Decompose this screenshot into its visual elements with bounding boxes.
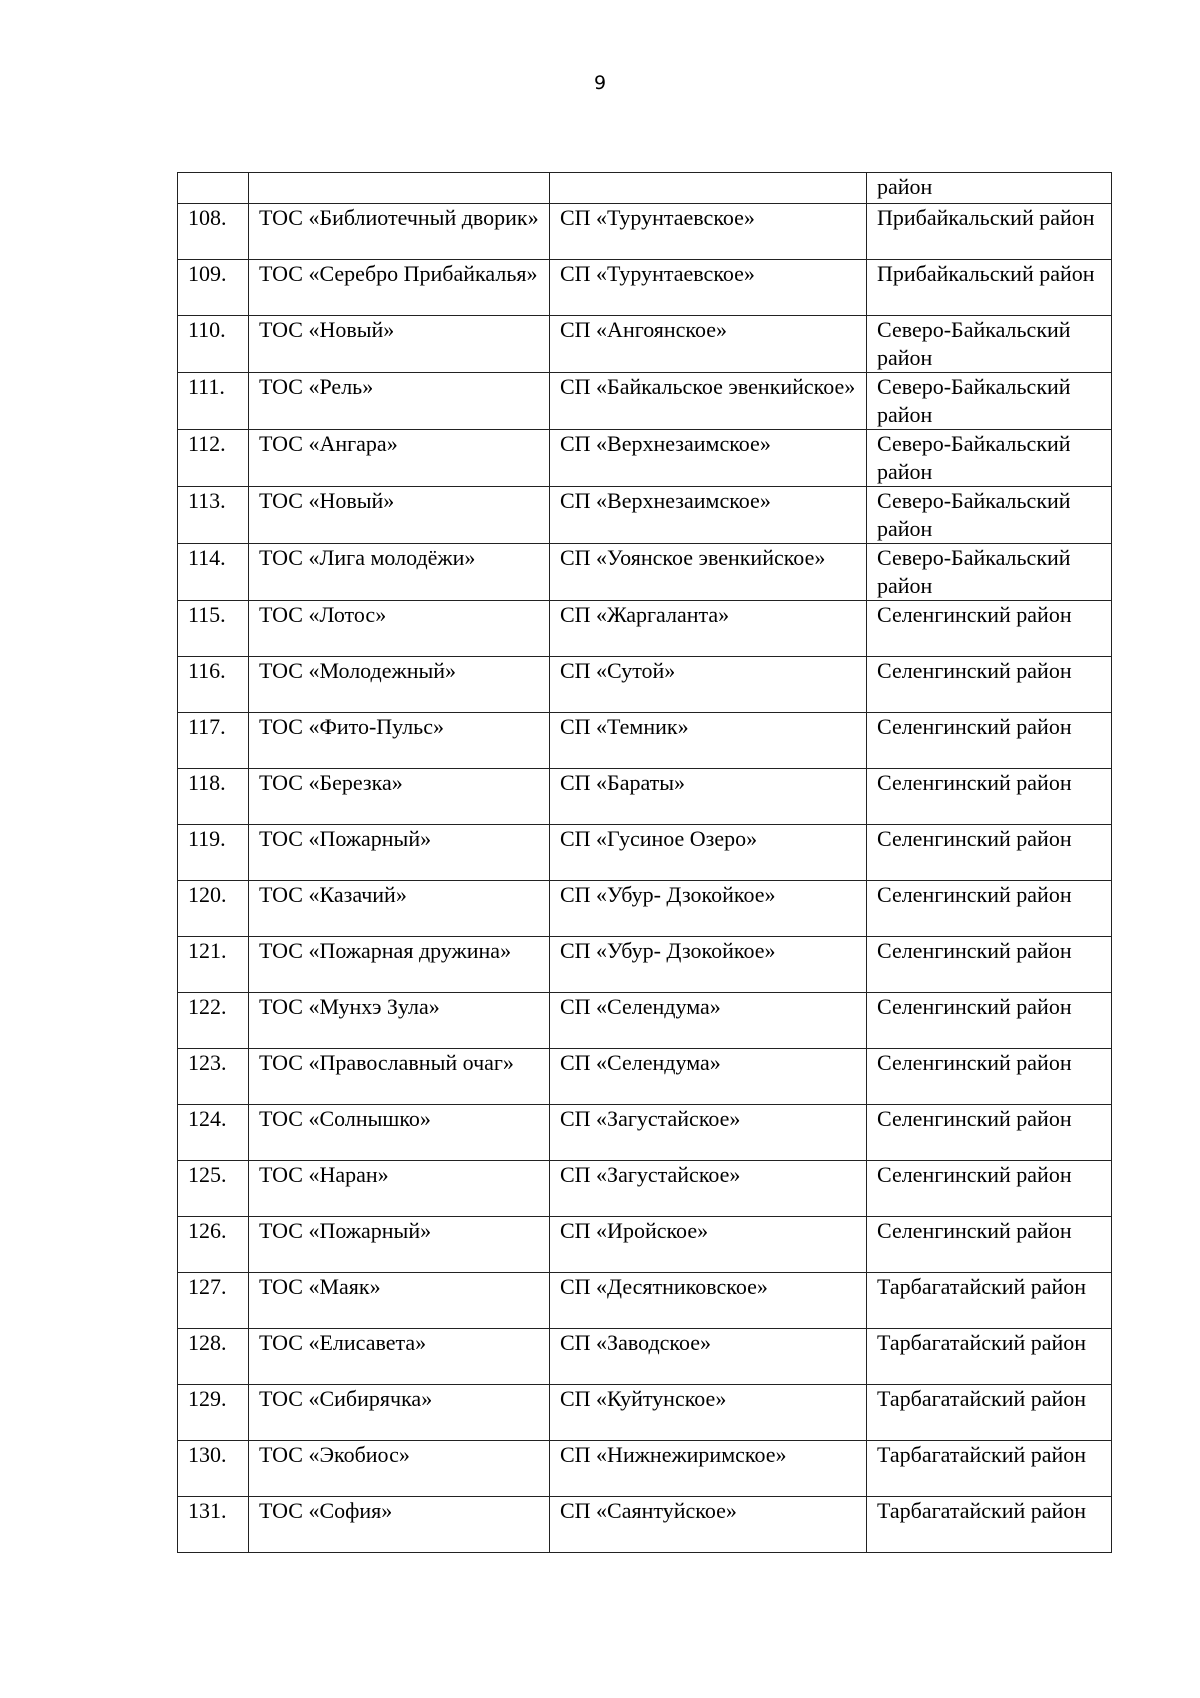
table-row: [178, 1441, 1112, 1497]
cell-tos-name: ТОС «Новый»: [249, 487, 550, 544]
table-row: [178, 1105, 1112, 1161]
cell-tos-name: ТОС «Солнышко»: [249, 1105, 550, 1161]
cell-settlement: СП «Загустайское»: [550, 1105, 867, 1161]
cell-number: 131.: [178, 1497, 249, 1553]
cell-tos-name: ТОС «Пожарный»: [249, 1217, 550, 1273]
cell-settlement: СП «Саянтуйское»: [550, 1497, 867, 1553]
cell-number: 130.: [178, 1441, 249, 1497]
cell-tos-name: ТОС «Серебро Прибайкалья»: [249, 260, 550, 316]
cell-settlement: СП «Десятниковское»: [550, 1273, 867, 1329]
table-row: [178, 1049, 1112, 1105]
cell-tos-name: [249, 173, 550, 204]
table-row: [178, 601, 1112, 657]
cell-district: Северо-Байкальский район: [867, 430, 1112, 487]
cell-tos-name: ТОС «Фито-Пульс»: [249, 713, 550, 769]
cell-settlement: СП «Куйтунское»: [550, 1385, 867, 1441]
cell-settlement: СП «Бараты»: [550, 769, 867, 825]
cell-district: Селенгинский район: [867, 1161, 1112, 1217]
cell-tos-name: ТОС «Новый»: [249, 316, 550, 373]
cell-number: 117.: [178, 713, 249, 769]
table-row: [178, 544, 1112, 601]
cell-settlement: СП «Турунтаевское»: [550, 204, 867, 260]
cell-tos-name: ТОС «Лига молодёжи»: [249, 544, 550, 601]
cell-number: 113.: [178, 487, 249, 544]
table-row: [178, 1385, 1112, 1441]
cell-district: Прибайкальский район: [867, 260, 1112, 316]
table-row: [178, 1217, 1112, 1273]
table-row: [178, 657, 1112, 713]
cell-settlement: СП «Заводское»: [550, 1329, 867, 1385]
cell-settlement: СП «Селендума»: [550, 993, 867, 1049]
cell-settlement: СП «Турунтаевское»: [550, 260, 867, 316]
cell-district: Селенгинский район: [867, 937, 1112, 993]
cell-district: Селенгинский район: [867, 657, 1112, 713]
table-body: [178, 173, 1112, 1553]
cell-number: 108.: [178, 204, 249, 260]
table-row: [178, 173, 1112, 204]
cell-number: 125.: [178, 1161, 249, 1217]
cell-tos-name: ТОС «Пожарная дружина»: [249, 937, 550, 993]
cell-number: 111.: [178, 373, 249, 430]
cell-district: Селенгинский район: [867, 1105, 1112, 1161]
cell-settlement: СП «Селендума»: [550, 1049, 867, 1105]
cell-district: Селенгинский район: [867, 601, 1112, 657]
cell-settlement: СП «Загустайское»: [550, 1161, 867, 1217]
cell-number: 124.: [178, 1105, 249, 1161]
cell-settlement: СП «Ангоянское»: [550, 316, 867, 373]
table-row: [178, 1497, 1112, 1553]
cell-tos-name: ТОС «София»: [249, 1497, 550, 1553]
cell-settlement: СП «Уоянское эвенкийское»: [550, 544, 867, 601]
cell-settlement: СП «Иройское»: [550, 1217, 867, 1273]
cell-settlement: СП «Верхнезаимское»: [550, 430, 867, 487]
cell-tos-name: ТОС «Ангара»: [249, 430, 550, 487]
tos-registry-table: [177, 172, 1112, 1553]
cell-district: Селенгинский район: [867, 1049, 1112, 1105]
cell-district: Тарбагатайский район: [867, 1497, 1112, 1553]
cell-number: 118.: [178, 769, 249, 825]
table-row: [178, 430, 1112, 487]
cell-tos-name: ТОС «Экобиос»: [249, 1441, 550, 1497]
table-row: [178, 993, 1112, 1049]
cell-settlement: СП «Жаргаланта»: [550, 601, 867, 657]
cell-district: Селенгинский район: [867, 1217, 1112, 1273]
cell-number: 127.: [178, 1273, 249, 1329]
table-row: [178, 769, 1112, 825]
cell-tos-name: ТОС «Березка»: [249, 769, 550, 825]
cell-district: Селенгинский район: [867, 993, 1112, 1049]
cell-number: 120.: [178, 881, 249, 937]
cell-number: [178, 173, 249, 204]
cell-district: Тарбагатайский район: [867, 1273, 1112, 1329]
cell-district: Селенгинский район: [867, 713, 1112, 769]
page-number: 9: [593, 72, 607, 94]
cell-number: 109.: [178, 260, 249, 316]
cell-settlement: СП «Нижнежиримское»: [550, 1441, 867, 1497]
table-row: [178, 1329, 1112, 1385]
cell-tos-name: ТОС «Библиотечный дворик»: [249, 204, 550, 260]
cell-settlement: СП «Байкальское эвенкийское»: [550, 373, 867, 430]
table-row: [178, 881, 1112, 937]
cell-tos-name: ТОС «Наран»: [249, 1161, 550, 1217]
table-row: [178, 937, 1112, 993]
table-row: [178, 825, 1112, 881]
cell-number: 115.: [178, 601, 249, 657]
cell-number: 114.: [178, 544, 249, 601]
cell-district: Северо-Байкальский район: [867, 373, 1112, 430]
cell-tos-name: ТОС «Православный очаг»: [249, 1049, 550, 1105]
cell-number: 126.: [178, 1217, 249, 1273]
cell-district: Северо-Байкальский район: [867, 487, 1112, 544]
cell-number: 121.: [178, 937, 249, 993]
cell-district: Тарбагатайский район: [867, 1385, 1112, 1441]
table-row: [178, 204, 1112, 260]
cell-district: Северо-Байкальский район: [867, 316, 1112, 373]
cell-tos-name: ТОС «Казачий»: [249, 881, 550, 937]
cell-settlement: СП «Убур- Дзокойкое»: [550, 937, 867, 993]
cell-settlement: СП «Сутой»: [550, 657, 867, 713]
table-row: [178, 713, 1112, 769]
cell-district: Северо-Байкальский район: [867, 544, 1112, 601]
cell-tos-name: ТОС «Маяк»: [249, 1273, 550, 1329]
cell-number: 119.: [178, 825, 249, 881]
cell-district: Селенгинский район: [867, 769, 1112, 825]
cell-settlement: СП «Убур- Дзокойкое»: [550, 881, 867, 937]
cell-tos-name: ТОС «Рель»: [249, 373, 550, 430]
cell-settlement: СП «Темник»: [550, 713, 867, 769]
cell-tos-name: ТОС «Мунхэ Зула»: [249, 993, 550, 1049]
table-row: [178, 487, 1112, 544]
cell-tos-name: ТОС «Пожарный»: [249, 825, 550, 881]
cell-number: 129.: [178, 1385, 249, 1441]
cell-number: 116.: [178, 657, 249, 713]
cell-tos-name: ТОС «Сибирячка»: [249, 1385, 550, 1441]
cell-settlement: СП «Гусиное Озеро»: [550, 825, 867, 881]
cell-tos-name: ТОС «Елисавета»: [249, 1329, 550, 1385]
cell-settlement: [550, 173, 867, 204]
cell-district: Тарбагатайский район: [867, 1441, 1112, 1497]
cell-number: 122.: [178, 993, 249, 1049]
cell-district: район: [867, 173, 1112, 204]
table-row: [178, 373, 1112, 430]
cell-number: 110.: [178, 316, 249, 373]
table-row: [178, 1273, 1112, 1329]
cell-district: Тарбагатайский район: [867, 1329, 1112, 1385]
cell-number: 128.: [178, 1329, 249, 1385]
cell-number: 123.: [178, 1049, 249, 1105]
cell-settlement: СП «Верхнезаимское»: [550, 487, 867, 544]
cell-district: Селенгинский район: [867, 825, 1112, 881]
table-row: [178, 1161, 1112, 1217]
cell-tos-name: ТОС «Молодежный»: [249, 657, 550, 713]
cell-district: Прибайкальский район: [867, 204, 1112, 260]
cell-district: Селенгинский район: [867, 881, 1112, 937]
cell-tos-name: ТОС «Лотос»: [249, 601, 550, 657]
table-row: [178, 316, 1112, 373]
cell-number: 112.: [178, 430, 249, 487]
table-row: [178, 260, 1112, 316]
